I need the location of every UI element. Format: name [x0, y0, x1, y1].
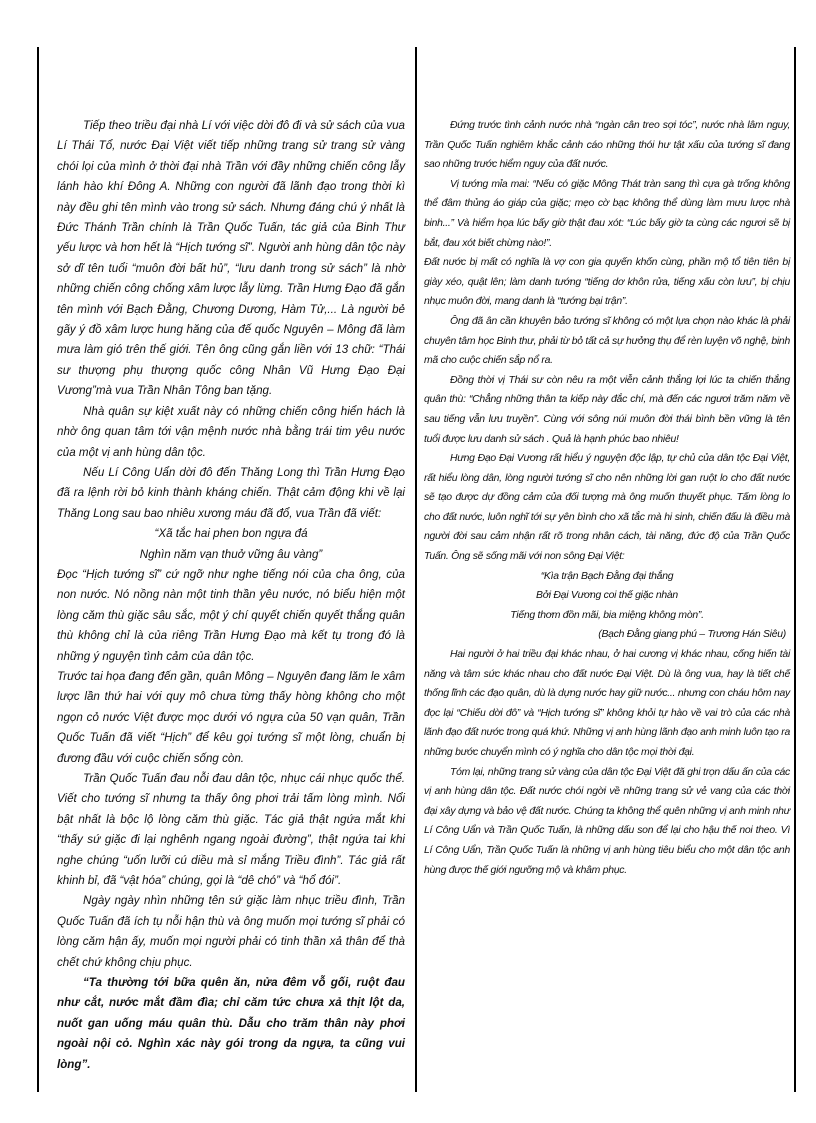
right-poem-line-2: Bởi Đại Vương coi thế giặc nhàn — [536, 590, 678, 602]
right-paragraph-6: Hưng Đạo Đại Vương rất hiểu ý nguyện độc lập, tự chủ của dân tộc Đại Việt, rất hiểu lòng dân, lòng người tướng sĩ cho nên những lời gan ruột lo cho đất nước sẽ tạo được dự đồng cảm của đối tượng mà ông muốn thuyết phục. Tấm lòng lo cho đất nước, luôn nghĩ tới sự yên bình cho xã tắc mà hi sinh, chiến đấu là điều mà người đời sau cảm nhận rất rõ trong nhân cách, tài năng, đức độ của Trần Quốc Tuấn. Ông sẽ sống mãi với non sông Đại Việt: — [424, 453, 790, 563]
right-paragraph-4: Ông đã ân cần khuyên bảo tướng sĩ không có một lựa chọn nào khác là phải chuyên tâm học Binh thư, phải từ bỏ tất cả sự hưởng thụ để rèn luyện võ nghệ, binh mã cho cuộc chiến sắp nổ ra. — [424, 315, 790, 367]
right-poem-line-1: “Kìa trận Bạch Đằng đại thắng — [540, 570, 674, 582]
right-paragraph-1: Đứng trước tình cảnh nước nhà “ngàn cân treo sợi tóc”, nước nhà lâm nguy, Trần Quốc Tuấn nghiêm khắc cảnh cáo những thói hư tật xấu của tướng sĩ đang sao những trước hiểm nguy của đất nước. — [424, 120, 790, 171]
right-paragraph-8: Tóm lại, những trang sử vàng của dân tộc Đại Việt đã ghi trọn dấu ấn của các vị anh hùng dân tộc. Đất nước chói ngời về những trang sử vẻ vang của các thời đại xây dựng và bảo vệ đất nước. Chúng ta không thể quên những vị anh minh như Lí Công Uẩn và Trần Quốc Tuấn, là những dấu son để lại cho hậu thế noi theo. Vì Lí Công Uẩn, Trần Quốc Tuấn là những vị anh hùng tiêu biểu cho một dân tộc anh hùng được thế giới ngưỡng mộ và khâm phục. — [424, 766, 790, 876]
right-poem-line-3: Tiếng thơm đồn mãi, bia miệng không mòn”. — [510, 609, 704, 621]
left-paragraph-5: Trước tai họa đang đến gần, quân Mông – Nguyên đang lăm le xâm lược lần thứ hai với quy mô chưa từng thấy hòng không cho một ngọn cỏ nước Việt được mọc dưới vó ngựa của 50 vạn quân, Trần Quốc Tuấn đã viết “Hịch” để kêu gọi tướng sĩ một lòng, chuẩn bị đương đầu với cuộc chiến sống còn. — [57, 669, 405, 765]
left-vertical-rule — [37, 47, 39, 1092]
right-vertical-rule — [794, 47, 796, 1092]
left-poem-line-2: Nghìn năm vạn thuở vững âu vàng” — [139, 547, 323, 561]
center-vertical-rule — [415, 47, 417, 1092]
left-paragraph-7: Ngày ngày nhìn những tên sứ giặc làm nhục triều đình, Trần Quốc Tuấn đã ích tụ nỗi hận thù và ông muốn mọi tướng sĩ phải có lòng căm hận ấy, muốn mọi người phải có tinh thần xả thân để thà chết chứ không chịu phục. — [57, 894, 405, 969]
left-paragraph-6: Trần Quốc Tuấn đau nỗi đau dân tộc, nhục cái nhục quốc thể. Viết cho tướng sĩ nhưng ta thấy ông phơi trải tấm lòng mình. Nổi bật nhất là bộc lộ lòng căm thù giặc. Tác giả thật ngứa mắt khi “thấy sứ giặc đi lại nghênh ngang ngoài đường”, thật ngứa tai khi nghe chúng “uốn lưỡi cú diều mà sỉ mắng Triều đình”. Tác giả rất khinh bỉ, đã “vật hóa” chúng, gọi là “dê chó” và “hổ đói”. — [57, 772, 405, 888]
left-column — [57, 116, 405, 1075]
right-paragraph-3: Đất nước bị mất có nghĩa là vợ con gia quyến khốn cùng, phần mộ tổ tiên tiên bị giày xéo, quật lên; làm danh tướng “tiếng dơ khôn rửa, tiếng xấu còn lưu”, bị chịu nhục muôn đời, mang danh là “tướng bại trận”. — [424, 257, 790, 308]
right-paragraph-2: Vị tướng mỉa mai: “Nếu có giặc Mông Thát tràn sang thì cựa gà trống không thể đâm thủng áo giáp của giặc; mẹo cờ bạc không thể dùng làm mưu lược nhà binh...” Và hiểm họa lúc bấy giờ thật đau xót: “Lúc bấy giờ ta cùng các ngươi sẽ bị bắt, đau xót biết chừng nào!”. — [424, 178, 790, 249]
left-paragraph-1: Tiếp theo triều đại nhà Lí với việc dời đô đi và sử sách của vua Lí Thái Tổ, nước Đại Việt viết tiếp những trang sử trang sử vàng chói lọi của mình ở thời đại nhà Trần với đầy những chiến công lẫy lánh hào khí Đông A. Những con người đã lãnh đạo trong thời kì này đều ghi tên mình vào trong sử sách. Nhưng đáng chú ý nhất là Đức Thánh Trần chính là Trần Quốc Tuấn, tác giả của Binh Thư yếu lược và hơn hết là “Hịch tướng sĩ”. Người anh hùng dân tộc này sở dĩ tên tuổi “muôn đời bất hủ”, “lưu danh trong sử sách” là nhờ những chiến công chống xâm lược lẫy lừng. Trần Hưng Đạo đã gắn tên mình với Bạch Đằng, Chương Dương, Hàm Tử,... Là người bẻ gãy ý đồ xâm lược hung hăng của đế quốc Nguyên – Mông đã làm mưa làm gió trên thế giới. Tên ông cũng gắn liền với 13 chữ: “Thái sư thượng phụ thượng quốc công Nhân Vũ Hưng Đạo Đại Vương”mà vua Trần Nhân Tông ban tặng. — [57, 119, 405, 398]
right-column — [424, 116, 790, 880]
left-paragraph-2: Nhà quân sự kiệt xuất này có những chiến công hiển hách là nhờ ông quan tâm tới vận mệnh nước nhà bằng trái tim yêu nước của một vị anh hùng dân tộc. — [57, 404, 405, 459]
left-quote-bold: “Ta thường tới bữa quên ăn, nửa đêm vỗ gối, ruột đau như cắt, nước mắt đầm đìa; chỉ căm tức chưa xả thịt lột da, nuốt gan uống máu quân thù. Dẫu cho trăm thân này phơi ngoài nội cỏ. Nghìn xác này gói trong da ngựa, ta cũng vui lòng”. — [57, 976, 405, 1071]
left-paragraph-3: Nếu Lí Công Uẩn dời đô đến Thăng Long thì Trần Hưng Đạo đã ra lệnh rời bỏ kinh thành kháng chiến. Thật cảm động khi về lại Thăng Long sau bao nhiêu xương máu đã đổ, vua Trần đã viết: — [57, 465, 405, 520]
right-paragraph-7: Hai người ở hai triều đại khác nhau, ở hai cương vị khác nhau, cống hiến tài năng và tâm sức khác nhau cho đất nước Đại Việt. Dù là ông vua, hay là tiết chế thống lĩnh các đạo quân, dù là dựng nước hay giữ nước... nhưng con cháu hôm nay đọc lại “Chiếu dời đô” và “Hịch tướng sĩ” không khỏi tự hào về vai trò của các nhà lãnh đạo đất nước trong quá khứ. Những vị anh hùng lãnh đạo anh minh luôn tạo ra những bước chuyển mình có ý nghĩa cho dân tộc mọi thời đại. — [424, 649, 790, 758]
right-paragraph-5: Đồng thời vị Thái sư còn nêu ra một viễn cảnh thắng lợi lúc ta chiến thắng quân thù: “Chẳng những thân ta kiếp này đắc chí, mà đến các ngươi trăm năm về sau tiếng vẫn lưu truyền”. Cùng với sông núi muôn đời thái bình bền vững là tên tuổi được lưu danh sử sách . Quả là hạnh phúc bao nhiêu! — [424, 374, 790, 445]
left-poem-line-1: “Xã tắc hai phen bon ngựa đá — [154, 527, 308, 541]
right-poem-source: (Bạch Đằng giang phú – Trương Hán Siêu) — [598, 629, 786, 641]
left-paragraph-4: Đọc “Hịch tướng sĩ” cứ ngỡ như nghe tiếng nói của cha ông, của non nước. Nó nồng nàn một tinh thần yêu nước, nó biểu hiện một lòng căm thù giặc sâu sắc, một ý chí quyết chiến quyết thắng quân thù không chỉ là của riêng Trần Hưng Đạo mà kết tụ trong đó là những ý nguyện tình cảm của dân tộc. — [57, 567, 405, 663]
